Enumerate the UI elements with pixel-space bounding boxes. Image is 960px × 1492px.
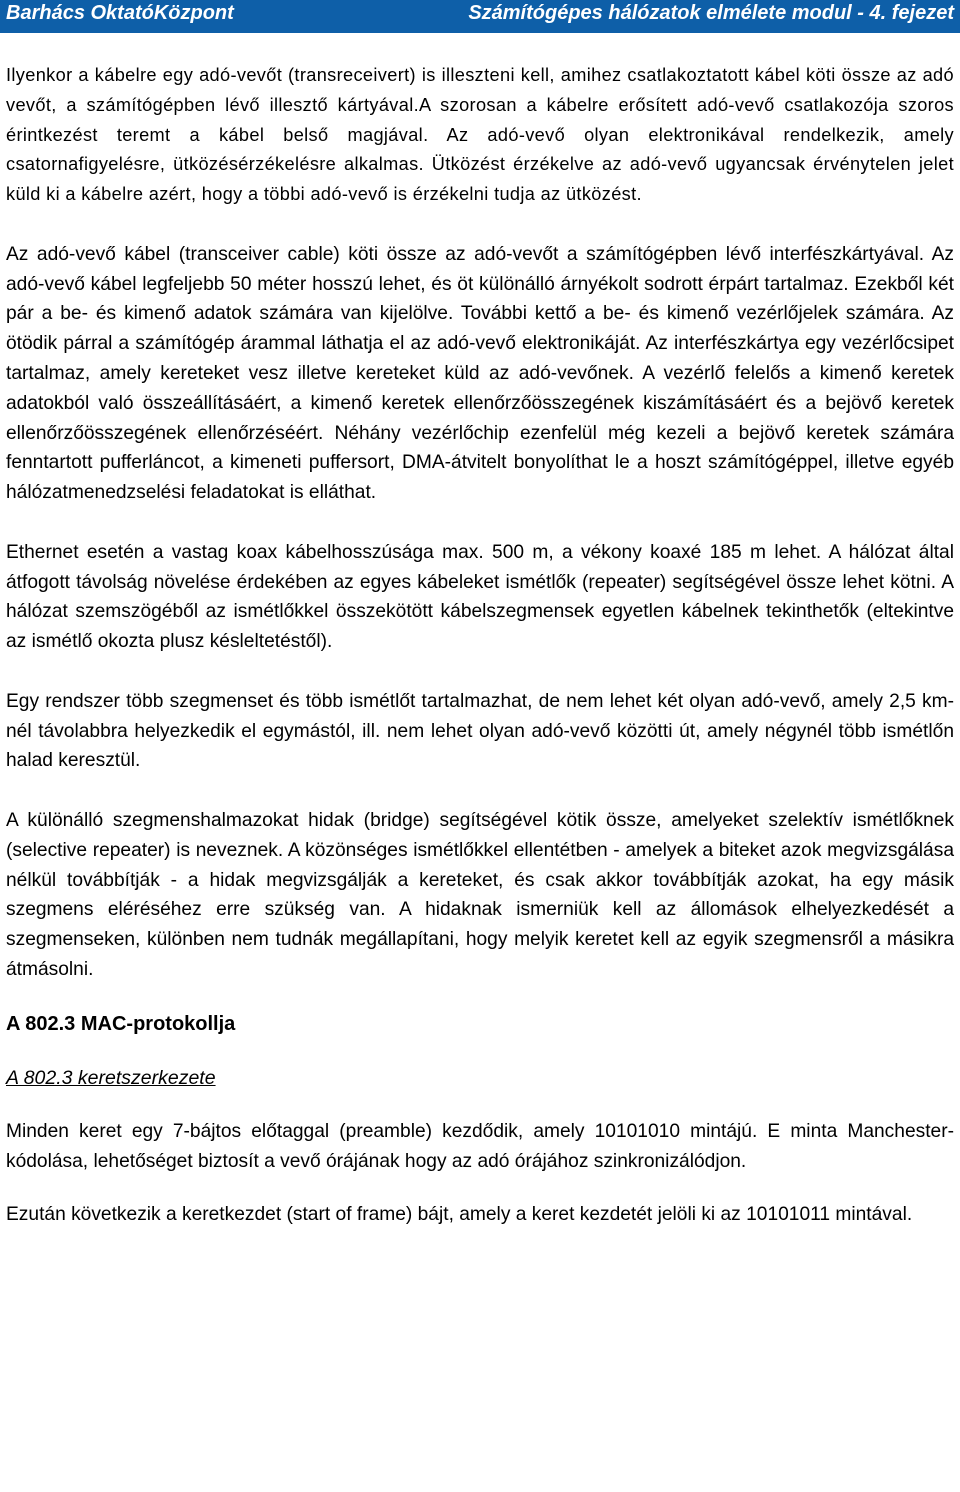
spacer (6, 1176, 954, 1200)
header-right-title: Számítógépes hálózatok elmélete modul - 4. fejezet (468, 2, 954, 24)
spacer (6, 657, 954, 687)
spacer (6, 776, 954, 806)
spacer (6, 1039, 954, 1063)
spacer (6, 1093, 954, 1117)
spacer (6, 210, 954, 240)
paragraph-transceiver-cable: Az adó-vevő kábel (transceiver cable) köti össze az adó-vevőt a számítógépben lévő interfészkártyával. Az adó-vevő kábel legfeljebb 50 méter hosszú lehet, és öt különálló árnyékolt sodrott érpárt tartalmaz. Ezekből két pár a be- és kimenő adatok számára van kijelölve. További kettő a be- és kimenő vezérlőjelek számára. Az ötödik párral a számítógép árammal láthatja el az adó-vevő elektronikáját. Az interfészkártya egy vezérlőcsipet tartalmaz, amely kereteket vesz illetve kereteket küld az adó-vevőnek. A vezérlő felelős a kimenő keretek adatokból való összeállításáért, a kimenő keretek ellenőrzőösszegének kiszámításáért és a bejövő keretek ellenőrzőösszegének ellenőrzéséért. Néhány vezérlőchip ezenfelül még kezeli a bejövő keretek számára fenntartott pufferláncot, a kimeneti puffersort, DMA-átvitelt bonyolíthat le a hoszt számítógéppel, illetve egyéb hálózatmenedzselési feladatokat is elláthat. (6, 243, 954, 504)
paragraph-preamble: Minden keret egy 7-bájtos előtaggal (preamble) kezdődik, amely 10101010 mintájú. E minta Manchester-kódolása, lehetőséget biztosít a vevő órájának hogy az adó órájához szinkronizálódjon. (6, 1120, 954, 1172)
spacer (6, 985, 954, 1009)
subsection-heading: A 802.3 keretszerkezete (6, 1066, 216, 1089)
spacer (6, 508, 954, 538)
paragraph-bridges: A különálló szegmenshalmazokat hidak (bridge) segítségével kötik össze, amelyeket szelektív ismétlőknek (selective repeater) is neveznek. A közönséges ismétlőkkel ellentétben - amelyek a biteket azok megvizsgálása nélkül továbbítják - a hidak megvizsgálják a kereteket, és csak akkor továbbítják azokat, ha egy másik szegmens eléréséhez erre szükség van. A hidaknak ismerniük kell az állomások elhelyezkedését a szegmenseken, különben nem tudnák megállapítani, hogy melyik keretet kell az egyik szegmensről a másikra átmásolni. (6, 809, 954, 980)
paragraph-start-of-frame: Ezután következik a keretkezdet (start of frame) bájt, amely a keret kezdetét jelöli ki az 10101011 mintával. (6, 1204, 913, 1226)
section-heading: A 802.3 MAC-protokollja (6, 1012, 236, 1035)
paragraph-transceiver: Ilyenkor a kábelre egy adó-vevőt (transreceivert) is illeszteni kell, amihez csatlakoztatott kábel köti össze az adó vevőt, a számítógépben lévő illesztő kártyával.A szorosan a kábelre erősített adó-vevő csatlakozója szoros érintkezést teremt a kábel belső magjával. Az adó-vevő olyan elektronikával rendelkezik, amely csatornafigyelésre, ütközésérzékelésre alkalmas. Ütközést érzékelve az adó-vevő ugyancsak érvénytelen jelet küld ki a kábelre azért, hogy a többi adó-vevő is érzékelni tudja az ütközést. (6, 65, 954, 205)
header-left-title: Barhács OktatóKözpont (6, 2, 234, 24)
paragraph-system-limits: Egy rendszer több szegmenset és több ismétlőt tartalmazhat, de nem lehet két olyan adó-vevő, amely 2,5 km-nél távolabbra helyezkedik el egymástól, ill. nem lehet olyan adó-vevő közötti út, amely négynél több ismétlőn halad keresztül. (6, 690, 954, 772)
paragraph-ethernet-length: Ethernet esetén a vastag koax kábelhosszúsága max. 500 m, a vékony koaxé 185 m lehet. A hálózat által átfogott távolság növelése érdekében az egyes kábeleket ismétlők (repeater) segítségével össze lehet kötni. A hálózat szemszögéből az ismétlőkkel összekötött kábelszegmensek egyetlen kábelnek tekinthetők (eltekintve az ismétlő okozta plusz késleltetéstől). (6, 541, 954, 653)
document-body (6, 61, 954, 1230)
page-header (0, 0, 960, 33)
